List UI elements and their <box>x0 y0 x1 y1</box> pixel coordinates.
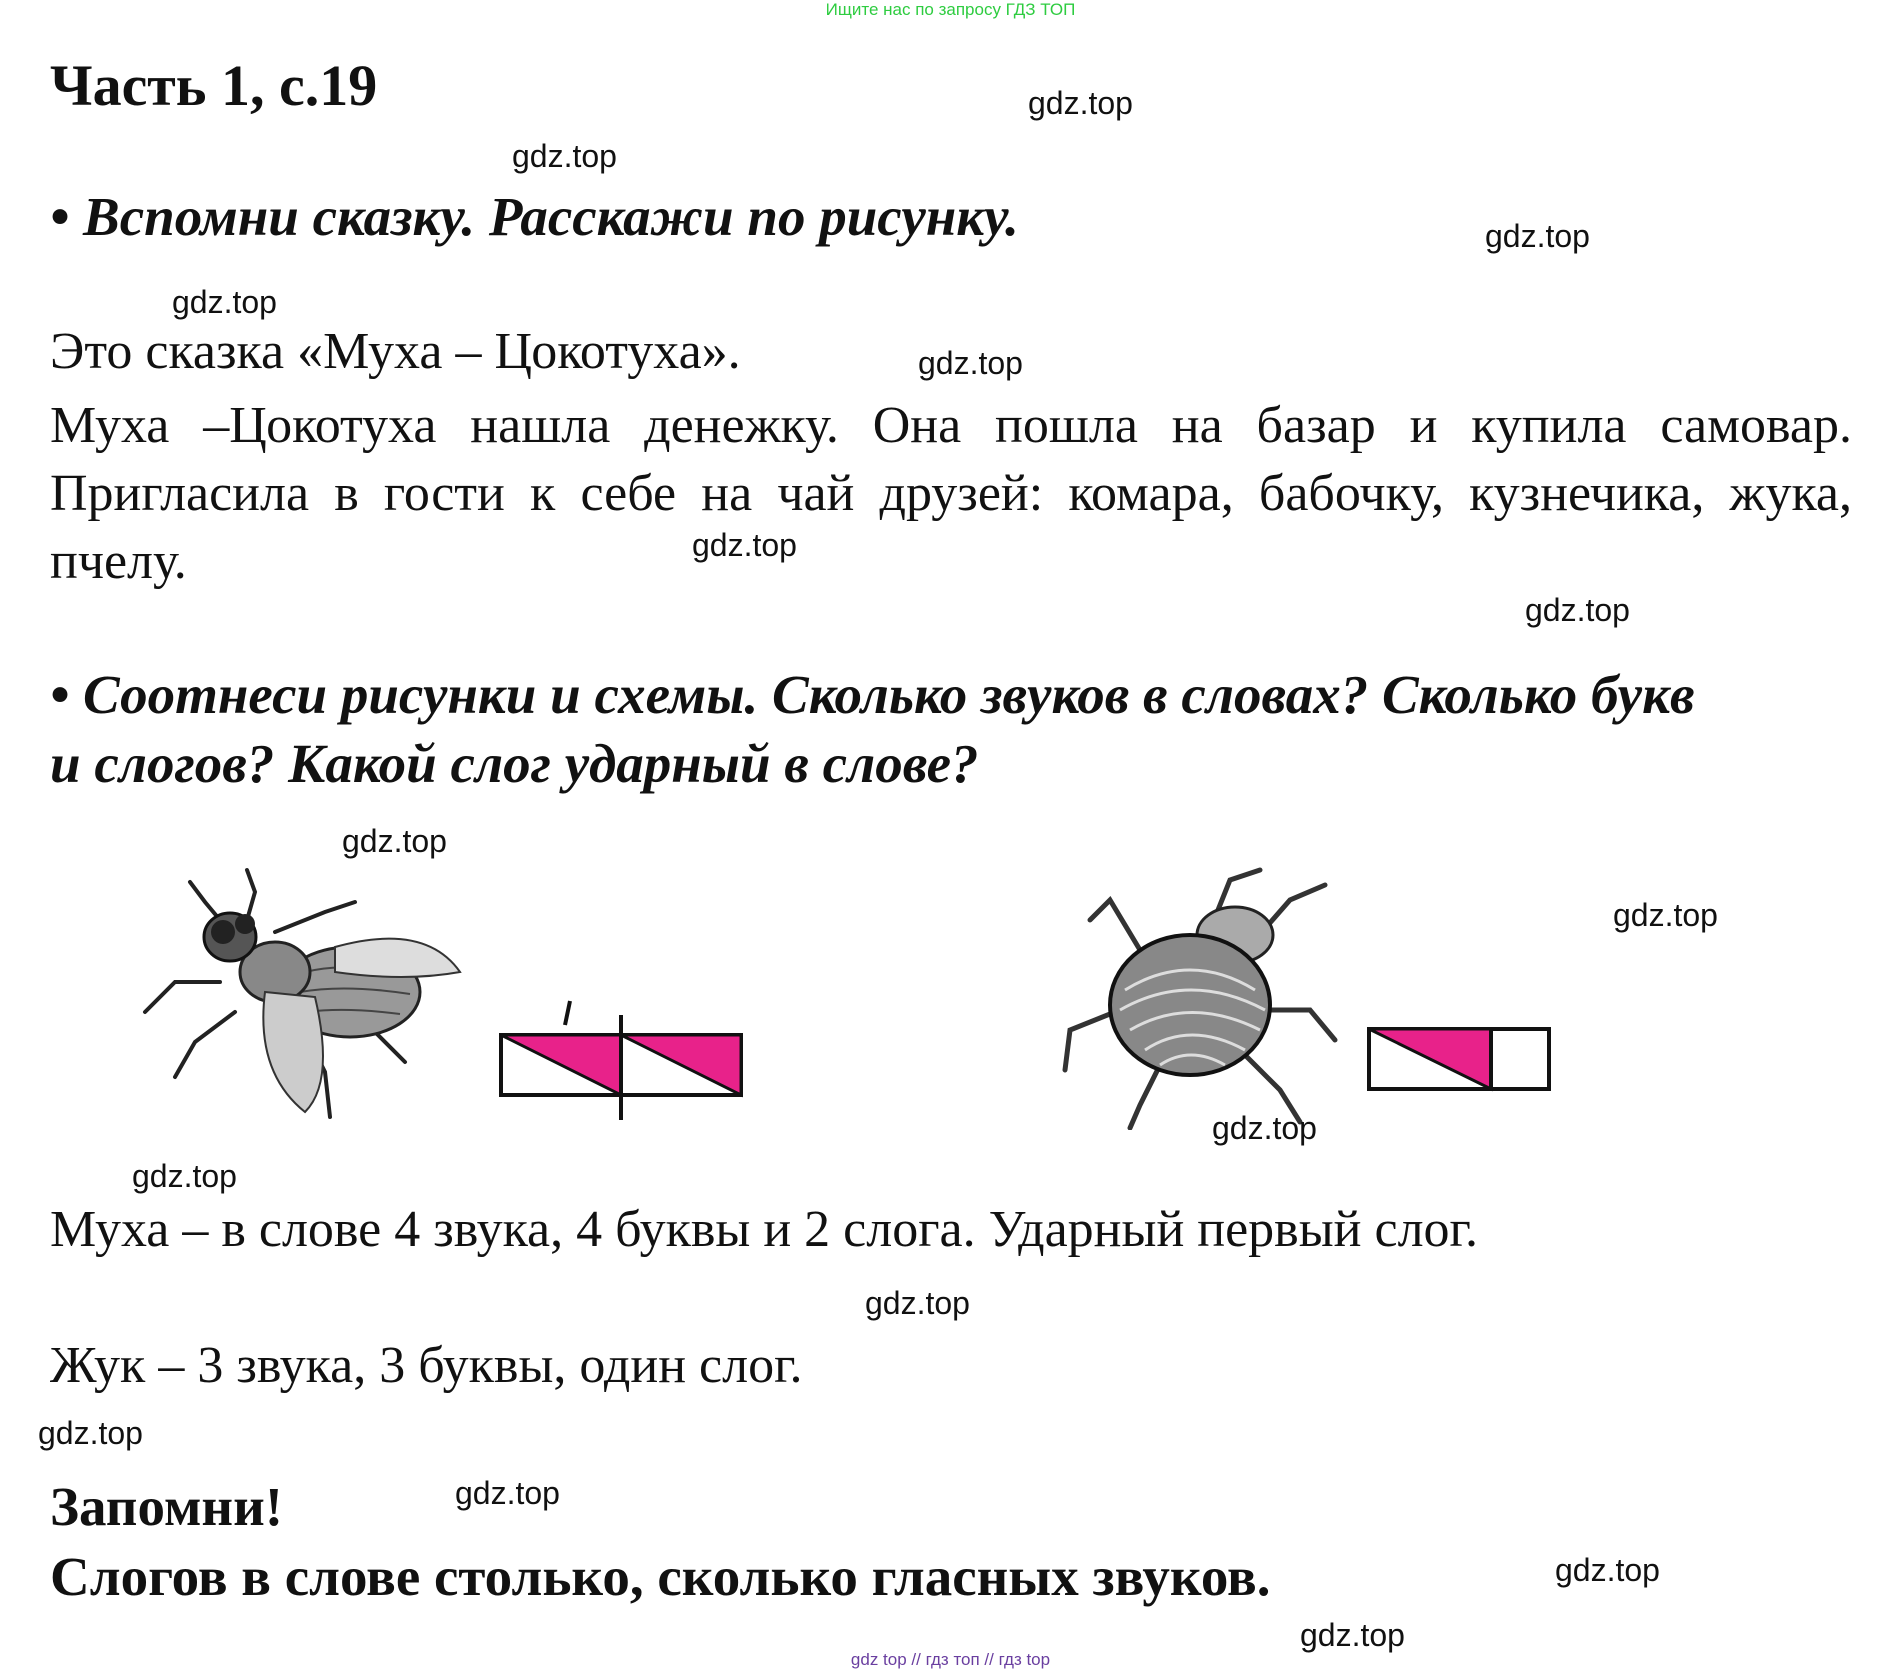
watermark: gdz.top <box>918 345 1023 381</box>
remember-rule: Слогов в слове столько, сколько гласных звуков. <box>50 1546 1271 1607</box>
remember-title: Запомни! <box>50 1476 284 1537</box>
watermark: gdz.top <box>865 1285 970 1321</box>
task1-answer-paragraph: Муха –Цокотуха нашла денежку. Она пошла на базар и купила самовар. Пригласила в гости к себе на чай друзей: комара, бабочку, кузнечика, жука, пчелу. <box>50 397 1852 590</box>
beetle-word-scheme <box>1365 1025 1565 1115</box>
watermark: gdz.top <box>38 1415 143 1451</box>
task1-prompt: • Вспомни сказку. Расскажи по рисунку. <box>50 186 1019 247</box>
page-title: Часть 1, с.19 <box>50 53 378 118</box>
watermark: gdz.top <box>1525 592 1630 628</box>
stress-mark <box>565 1001 570 1025</box>
watermark: gdz.top <box>455 1475 560 1511</box>
watermark: gdz.top <box>1555 1552 1660 1588</box>
beetle-illustration <box>1050 860 1340 1130</box>
watermark: gdz.top <box>1300 1617 1405 1653</box>
fly-word-scheme <box>495 985 755 1125</box>
task1-answer-line: Это сказка «Муха – Цокотуха». <box>50 323 741 380</box>
watermark: gdz.top <box>1485 218 1590 254</box>
watermark: gdz.top <box>342 823 447 859</box>
answer-beetle: Жук – 3 звука, 3 буквы, один слог. <box>50 1337 803 1394</box>
watermark: gdz.top <box>1613 897 1718 933</box>
search-banner[interactable]: Ищите нас по запросу ГДЗ ТОП <box>825 0 1076 19</box>
watermark: gdz.top <box>692 527 797 563</box>
watermark: gdz.top <box>512 138 617 174</box>
task2-prompt-line1: • Соотнеси рисунки и схемы. Сколько звуков в словах? Сколько букв <box>50 664 1695 725</box>
fly-illustration <box>135 862 465 1132</box>
watermark: gdz.top <box>172 284 277 320</box>
watermark: gdz.top <box>1028 85 1133 121</box>
footer-links[interactable]: gdz top // гдз топ // гдз top <box>850 1650 1051 1669</box>
answer-fly: Муха – в слове 4 звука, 4 буквы и 2 слога. Ударный первый слог. <box>50 1201 1478 1258</box>
watermark: gdz.top <box>1212 1110 1317 1146</box>
task2-prompt-line2: и слогов? Какой слог ударный в слове? <box>50 733 979 794</box>
watermark: gdz.top <box>132 1158 237 1194</box>
